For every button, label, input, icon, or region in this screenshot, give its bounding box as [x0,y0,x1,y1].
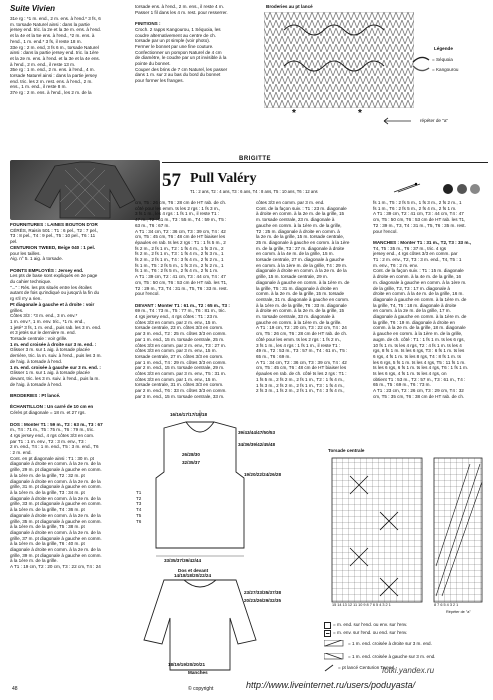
sequoia-label: = Séquoia [432,57,453,62]
col3-mid [256,200,368,394]
sequoia-stitch-icon [412,54,430,64]
text-line: devant, tric. les 3 m. suiv. à l'end., puis la m. [10,375,100,381]
text-line: ens., 1 m. end., il reste 8 m. [10,84,67,90]
kangourou-label: = Kangourou [432,67,459,72]
text-line: cm, T5 : 26 cm, T6 : 28 cm de HT rab. de ch. [256,331,348,337]
pattern-number: 57 [162,170,181,191]
text-line: Confectionner un pompon Naturel de 4 cm [135,49,222,55]
text-line: : 2 m. end. [10,450,32,456]
text-line: la grille, T6 : 19 m. diagonale à droite en [373,319,455,325]
text-line: par 1 m. end., T4 : 29 m. côtes 3/3 en comm. [135,359,227,365]
chart-title: Torsade centrale [328,448,365,453]
text-line: cm, T5 : 45 cm, T6 : 48 cm de HT biaiser les [256,365,347,371]
star-mark: * [292,108,296,119]
legend-label: Légende [434,46,453,51]
right-measure-1: 39/43/44/47/50/53 [238,430,276,435]
text-line: 1 fs 5 m., 2 fs 2 m., 2 fs 1 m., T2 : 1 fs 4 m., [256,376,345,382]
text-line: Cont. en pt diagonale ainsi : T1 : 30 m. pt [10,455,94,461]
text-line: pour l'encol. [373,228,398,234]
text-line: et la 4e et la 5e ens. à l'end., *2 m. ens. à [10,33,95,39]
text-line: torsade centrale, 31 m. côtes 3/3 en comm. [135,382,224,388]
text-line: diagonale à droite en comm. à la 2e m. de la [10,495,101,501]
text-line: 3 fs 1 m., les 4 rgs : 1 fs 1 m., il reste T1 : [135,211,220,217]
legend-text: = 1 m. end. croisée à gauche sur 3 m. end. [348,654,436,659]
text-line: côté pour les emm. ts les 2 rgs : 1 fs 3 m., [135,205,221,211]
text-line: à la 1ère m. de la grille, T4 : 36 m. pt [10,507,85,513]
chart-right-axis: 8 7 6 5 4 3 2 1 [434,603,459,607]
text-line: diagonale à droite en comm. à la 2e m. de la [10,512,101,518]
needles-icon [392,182,436,194]
text-line: à droite en comm. à la 2e m. de la grille, 15 [256,308,345,314]
page-number: 48 [12,686,18,692]
text-line: droite en comm. à la 4e m. de la grille, 16 m. [373,291,464,297]
text-line: 69 m., T4 : 73 m., T5 : 77 m., T6 : 81 m., tric. [135,308,226,314]
text-line: T3 : 8 pel., T4 : 9 pel., T5 : 10 pel., T6 : 11 [10,233,96,239]
text-line: 4 rgs jersey end., 4 rgs côtes 3/3 en com. [10,432,95,438]
text-line: 1 fs 3 m., 2 fs 2 m., 2 fs 1 m., T3 : 1 fs 4 m., [256,382,345,388]
text-line: et la 2e m. ens. à l'end. et la 3e et la 4e ens. [10,55,101,61]
text-line: 65 m., T5 : 69 m., T6 : 73 m. [373,382,431,388]
inner-measure-1: 26/28/30 [182,452,200,457]
text-line: CÉRÈS, Raisin 501 : T1 : 6 pel., T2 : 7 pel., [10,227,99,233]
manches-measure-b: 20/23/26/29/32/35 [244,598,282,603]
text-line: DOS : Monter T1 : 59 m., T2 : 63 m., T3 : 67 [10,421,103,427]
text-line: diagonale à droite en comm. à la 2e m. de la [10,478,101,484]
text-line: grille, 29 m. pt diagonale à gauche en comm. [10,467,102,473]
text-line: côtes 3/3 en comm. par 2 m. env., T3 : 27 m. [135,342,226,348]
text-line: Croch. 2 rapps Kangourou, 1 Séquoia, les [135,26,221,32]
text-line: 10 fs 1 m. ts les 4 rgs, T2 : 4 fs 1 m. ts les 4 [373,342,462,348]
manches-label: Manches [188,670,208,675]
yarn-balls-icon [442,182,482,196]
size-tag: T6 [136,518,142,524]
text-line: m. de la grille, T3 : 27 m. diagonale à droite [256,245,345,251]
text-line: grille, 37 m. pt diagonale à gauche en comm. [10,535,102,541]
text-line: pointe du bonnet. [135,61,171,67]
manches-bottom-measure: 18/19/19/20/20/21 [168,662,206,667]
text-line: Les pts de base sont expliqués en 2e page [10,273,98,279]
divider [162,162,488,163]
text-line: m. torsade centrale, 33 m. diagonale à [256,314,335,320]
empty-square-icon [324,622,331,629]
text-line: pour l'encol. [135,291,160,297]
text-line: de la grille, T2, T3 : 17 m. diagonale à [373,285,450,291]
text-line: cm, T5 : 45 cm, T6 : 48 cm de HT biaiser les [135,234,226,240]
text-line: m. torsade Naturel ainsi : dans la partie [10,21,90,27]
text-line: 1 m. end. croisée à gauche sur 3 m. end. : [10,364,101,370]
text-line: à la 1ère m. de la grille, T3 : 34 m. pt [10,489,85,495]
text-line: à la 1ère m. de la grille, T5 : 38 m. pt [10,524,85,530]
text-line: la grille, T5 : 31 m. diagonale à droite en [256,285,338,291]
size-list [136,490,141,524]
text-line: en comm. à la 2e m. de la grille, 17 m. [373,308,451,314]
designer-name: BRIGITTE [239,156,271,162]
text-line: 31e rg : *1 m. end., 2 m. ens. à l'end.* 3 fs, 6 [10,16,101,21]
text-line: la 2e m. de la grille, 15 m. torsade centrale, [256,234,345,240]
text-line: pel. [10,239,18,245]
text-line: A T1 : 39 cm, T2 : 41 cm, T3 : 44 cm, T4 : 47 [135,274,226,280]
text-line: 49 m., T2 : 53 m., T3 : 57 m., T4 : 61 m., T5 : [256,348,348,354]
text-line: A T1 : 19 cm, T2 : 20 cm, T3 : 22 cm, T4 : 24 [10,564,101,570]
text-line: 1 m. env.*, 1 m. env. tric., *1 m. end., [10,318,85,324]
text-line: centrale, 31 m. diagonale à gauche en comm. [256,296,350,302]
top-measure: 16/16/17/17/18/18 [170,412,208,417]
cross-left-icon [324,653,344,661]
text-line: 6 rgs, 4 fs 1 m. ts les 8 rgs, T4 : 8 fs 1 m. ts [373,353,461,359]
text-line: comm. à la 2e m. de la grille, 18 m. diagonale [373,325,466,331]
legend-text: = m. end. sur l'end. ou env. sur l'env. [333,622,408,627]
text-line: torsade Naturel ainsi : dans la partie jersey [10,73,98,79]
stitch-pattern [264,12,414,108]
size-tag: T2 [136,495,142,501]
text-line: 1 jeté* 3 fs, 1 m. end., puis rab. les 3 m. end. [10,324,102,330]
bottom-measure: 33/35/37/39/42/44 [164,558,202,563]
text-line: à droite en comm. à la 4e m. de la grille, 16 [373,274,462,280]
col1-mid [10,222,132,570]
text-line: grille, 15 m. torsade centrale, 29 m. [256,274,329,280]
text-line: coudre alternativement au centre de ch. [135,32,216,38]
text-line: fs 1 m., T5 : 2 fs 5 m., 1 fs 3 m., 2 fs 2 m., 1 [373,200,462,205]
text-line: torsade ens. à l'end., 2 m. ens., il reste 4 m. [135,4,224,9]
text-line: obtient T1 : 53 m., T2 : 57 m., T3 : 61 m., T4 : [373,376,466,382]
text-line: ts les 6 rgs, 6 fs 1 m. ts les 4 rgs, T6 : 1 fs 1 m. [373,365,469,371]
cross-right-icon [324,640,344,648]
text-line: en comm. à la 4e m. de la grille, 15 m. [256,251,334,257]
text-line: fs 1 m., T6 : 2 fs 5 m., 2 fs 4 m., 2 fs 1 m. [135,268,219,274]
text-line: m., T4 : 71 m., T5 : 75 m., T6 : 79 m., tric. [10,427,95,433]
text-line: torsade centrale, 23 m. côtes 3/3 en comm. [135,325,224,331]
text-line: 25 m. diagonale à gauche en comm. à la 1ère [256,239,350,245]
text-line: 2 fs 3 m., 1 fs 2 m., 2 fs 1 m., T4 : 3 fs 4 m., [256,388,345,394]
size-tag: T1 [136,490,142,495]
broderies-diagram [262,4,490,152]
text-line: ÉCHANTILLON : Un carré de 10 cm en [10,404,94,410]
text-line: cm, T5 : 50 cm, T6 : 53 cm de HT rab. les T1, [373,217,466,223]
text-line: cm, T5 : 26 cm, T6 : 28 cm de HT rab. de ch. [135,200,227,205]
repeat-label: Répéter de "a" [446,610,471,614]
text-line: côtes 3/3 en comm. par 1 m. env., 15 m. [135,376,217,382]
text-line: torsade par un pt simple (voir photo). [135,38,211,44]
broderies-title: Broderies au pt lancé [266,4,313,9]
text-line: fs 1 m., T6 : 2 fs 5 m., 2 fs 4 m., 2 fs 1 m. [373,205,457,211]
text-line: m. diagonale à gauche en comm. à la 1ère m. [373,279,467,285]
source-url: http://www.liveinternet.ru/users/poduyasta/ [246,680,416,690]
text-line: à droite en comm. à la 2e m. de la grille, 15 [256,211,345,217]
text-line: et 3 jetés sur le dernière m. end. [10,330,76,336]
text-line: cm, T5 : 50 cm, T6 : 53 cm de HT rab. les T1, [135,279,228,285]
text-line: Couper des brins de 7 cm Naturel, les passer [135,66,228,72]
arrow-icon [382,117,412,125]
text-line: diagonale à droite en comm. à la 2e m. de la [10,529,101,535]
text-line: T2 : 39 m., T3, T4 : 31 m., T5, T6 : 35 m. rest. [373,222,466,228]
text-line: diagonale à gauche en comm. à la 1ère m. de [373,314,467,320]
text-line: gauche en comm. à la 1ère m. de la grille. [256,319,342,325]
text-line: pour former les franges. [135,78,184,84]
text-line: diagonale à droite en comm. à la 2e m. de la [10,461,101,467]
text-line: Côtes 3/3 : *3 m. end., 3 m. env.* [10,313,78,319]
text-line: par T1 : 1 m. env., T2 : 3 m. env., T3 : [10,438,87,444]
text-line: grille, 35 m. pt diagonale à gauche en comm. [10,518,102,524]
repeat-label: répéter de "a" [420,118,449,123]
text-line: m. env., T6 : 2 m. env. [373,262,418,268]
kangourou-stitch-icon [412,64,430,74]
section-header: Suite Vivien [10,4,56,13]
text-line: côtes 3/3 en comm. par 2 m. env., 15 m. [135,319,217,325]
stitch-chart [324,448,490,618]
text-line: à la 1ère m. de la grille. [10,558,58,564]
inner-measure-2: 32/35/37 [182,460,200,465]
text-line: 65 m., T6 : 69 m. [256,353,291,359]
text-line: ts les 6 rgs, 4 fs 1 m. ts les 4 rgs, on [373,371,447,377]
text-line: A T1 : 23 cm, T2 : 26 cm, T3 : 29 cm, T4 : 32 [373,388,464,394]
text-line: en comm. à la 1ère m. de la grille, T4 : 29 m. [256,262,348,268]
text-line: A T1 : 39 cm, T2 : 41 cm, T3 : 44 cm, T4 : 47 [373,211,464,217]
text-line: grille, 33 m. pt diagonale à gauche en comm. [10,501,102,507]
text-line: autant de fois qu'indiqué ou jusqu'à la fin du [10,290,100,296]
text-line: la grille, T4, T5 : 18 m. diagonale à droite [373,302,457,308]
text-line: fs 1 m., T5 : 2 fs 5 m., 1 fs 3 m., 2 fs 2 m., 1 [135,262,224,268]
text-line: Aig. n° 5. 1 aig. à torsade. [10,256,63,262]
text-line: gauche en comm. à la 1ère m. de la grille, [256,222,342,228]
text-line: T4, T5 : 35 m., T6 : 37 m., tric. 4 rgs [373,245,447,251]
text-line: fs 2 m., 2 fs 1 m., T2 : 1 fs 4 m., 1 fs 3 m., 2 [135,245,224,251]
text-line: FINITIONS : [135,21,161,27]
text-line: par 2 m. end., T6 : 33 m. côtes 3/3 en comm. [135,388,227,394]
text-line: CENTURION TWEED, Beige 040 : 1 pel. [10,244,96,250]
text-line: T2 : 25 m. diagonale à droite en comm. à [256,228,340,234]
text-line: DEVANT : Monter T1 : 61 m., T2 : 65 m., T3 : [135,302,230,308]
col2-top [135,4,260,84]
text-line: pour les tailles. [10,250,41,256]
text-line: par 2 m. end., 15 m. torsade centrale, 29 m. [135,365,225,371]
text-line: épaules en rab. de ch. côté ts les 2 rgs : T1 : [256,371,347,377]
text-line: diagonale à droite en comm. à la 2e m. de la [10,547,101,553]
right-measure-2: 34/36/39/42/45/48 [238,442,276,447]
text-line: Torsade centrale : voir grille. [10,336,68,342]
text-line: 63 m., T6 : 67 m. [135,222,170,228]
text-line: Cont. de la façon suiv. : T1 : 23 m. diagonale [256,205,347,211]
text-line: côtes 3/3 en comm. par 3 m. env., 15 m. [135,348,217,354]
text-line: côtes 3/3 en comm. par 3 m. env., T5 : 31 m. [135,371,226,377]
text-line: Glisser 3 m. sur 1 aig. à torsade placée [10,347,90,353]
text-line: fs 2 m., 2 fs 1 m., T3 : 1 fs 4 m., 2 fs 3 m., 1 [135,251,224,257]
legend-text: = pt lancé Centurion Tweed [338,665,394,670]
text-line: cm, T5 : 35 cm, T6 : 38 cm de HT rab. de ch. [373,393,465,399]
text-line: 1 m. end croisée à droite sur 3 m. end. : [10,341,97,347]
text-line: à l'end., 2 m. end., il reste 13 m. [10,61,76,67]
tweed-stitch-icon [324,664,334,672]
text-line: ainsi : dans la partie jersey end. tric. la 1ère [10,50,99,56]
text-line: FOURNITURES : LAINES BOUTON D'OR [10,222,98,227]
text-line: Pt diagonale à gauche et à droite : voir [10,301,95,307]
text-line: m. torsade centrale, 23 m. diagonale à [256,217,335,223]
watermark: fotki.yandex.ru [382,666,435,675]
text-line: du cahier technique. [10,279,52,285]
size-tag: T4 [136,507,142,513]
text-line: rg s'il n'y a rien. [10,296,42,302]
text-line: 47 m., T2 : 51 m., T3 : 55 m., T4 : 59 m., T5 : [135,217,227,223]
size-tag: T5 [136,512,142,518]
text-line: 37e rg : 2 m. ens. à l'end., les 2 m. de la [10,90,92,96]
text-line: 3 fs 1 m., les 4 rgs : 1 fs 1 m., il reste T1 : [256,342,341,348]
col2-mid [135,200,253,400]
text-line: à la 1ère m. de la grille, T6 : 40 m. pt [10,541,85,547]
text-line: l'end., 1 m. end.* 3 fs, il reste 18 m. [10,38,82,44]
legend-text: = m. env. sur l'end. ou end. sur l'env. [333,630,408,635]
text-line: 4 rgs jersey end., 4 rgs côtes : T1 : 23 m. [135,314,219,320]
text-line: de l'aig. à torsade à l'end. [10,381,63,387]
pattern-title [162,170,484,198]
text-line: jersey end., 4 rgs côtes 3/3 en comm. par [373,251,458,257]
text-line: T1 : 2 m. env., T2, T3 : 3 m. end., T4, T5 : 1 [373,257,462,263]
text-line: diagonale à droite en comm. à la 2e m. de la [256,268,347,274]
text-line: 33e rg : 2 m. end, 3 fs 6 m., torsade Naturel [10,44,99,50]
dos-label: Dos et devant [178,568,209,573]
text-line: grilles. [10,307,24,313]
text-line: de diamètre, le coudre par un pt invisible à la [135,55,227,61]
text-line: POINTS EMPLOYÉS : Jersey end. [10,267,84,273]
text-line: torsade centrale, 27 m. diagonale à gauche [256,257,345,263]
text-line: par 3 m. end., T2 : 25 m. côtes 3/3 en comm. [135,331,227,337]
text-line: A T1 : 34 cm, T2 : 36 cm, T3 : 39 cm, T4 : 42 [135,228,226,234]
chart-grid [324,456,490,616]
sizes-line: T1 : 2 ans, T2 : 4 ans, T3 : 6 ans, T4 : 8 ans, T5 : 10 ans, T6 : 12 ans [190,189,318,194]
text-line: "..." : Rés. les pts situés entre les étoiles [10,284,92,290]
pattern-name: Pull Valéry [190,171,257,186]
text-line: à la 1ère m. de la grille, T6 : 33 m. diagonale [256,302,347,308]
size-tag: T3 [136,501,142,507]
col1-top [10,16,132,96]
text-line: end. tric. les 2 m. rest. ens. à l'end., 2 m. [10,78,93,84]
right-measure-3: 19/20/22/24/26/28 [244,472,282,477]
text-line: les 6 rgs, 5 fs 1 m. ts les 4 rgs, T5 : 11 fs 1 m. [373,359,466,365]
text-line: A T1 : 19 cm, T2 : 20 cm, T3 : 22 cm, T4 : 24 [256,325,347,331]
text-line: de l'aig. à torsade à l'end. [10,358,63,364]
text-line: diagonale à gauche en comm. à la 1ère m. de [373,296,467,302]
text-line: Fermer le bonnet par une fine couture. [135,43,214,49]
text-line: torsade centrale, 27 m. côtes 3/3 en comm. [135,353,224,359]
text-line: épaules en rab. ts les 2 rgs : T1 : 1 fs 5 m., 2 [135,239,226,245]
text-line: Glisser 1 m. sur 1 aig. à torsade placée [10,370,90,376]
garment-schematic [134,408,320,680]
text-line: derrière, tric. la m. suiv. à l'end., puis les 3 m. [10,353,102,359]
text-line: fs 2 m., 2 fs 1 m., T4 : 3 fs 4 m., 2 fs 2 m., 1 [135,257,224,263]
col4-mid [373,200,489,400]
text-line: 35e rg : 1 m. end., 2 m. ens. à l'end., 4 m. [10,67,95,73]
text-line: A T1 : 34 cm, T2 : 36 cm, T3 : 39 cm, T4 : 42 [256,359,347,365]
text-line: Passer 1 fil dans les 4 m. rest. pour resserrer. [135,9,228,15]
dash-square-icon [324,630,331,637]
text-line: dans 1 m. sur 2 au bas du bord du bonnet [135,72,221,78]
text-line: 2 m. end., T4 : 1 m. end., T5 : 3 m. end., T6 [10,444,99,450]
star-mark: * [358,108,362,119]
text-line: Cont. de la façon suiv. : T1 : 15 m. diagonale [373,268,464,274]
text-line: Cérès pt diagonale = 18 m. et 27 rgs. [10,410,86,416]
schematic-diagram [134,408,320,680]
chart-bottom-axis: 15 14 13 12 11 10 9 8 7 6 5 4 3 2 1 [332,603,391,607]
text-line: diagonale à gauche en comm. à la 1ère m. de [256,279,350,285]
copyright: © copyright [188,686,214,692]
text-line: à la 1ère m. de la grille, T2 : 32 m. pt [10,472,85,478]
text-line: BRODERIES : Pt lancé. [10,393,61,399]
manches-top-measure: 14/18/18/20/22/24 [174,573,212,578]
text-line: par 3 m. end., 15 m. torsade centrale, 33 m. [135,393,225,399]
text-line: T2 : 29 m., T3, T4 : 31 m., T5, T6 : 33 m. rest. [135,285,228,291]
text-line: augm. de ch. côté : T1 : 1 fs 1 m. ts les 6 rgs, [373,336,465,342]
text-line: grille, 31 m. pt diagonale à gauche en comm. [10,484,102,490]
text-line: rgs, 8 fs 1 m. ts les 6 rgs, T3 : 6 fs 1 m. ts les [373,348,465,354]
text-line: à gauche en comm. à la 1ère m. de la grille, [373,331,463,337]
text-line: côtes 3/3 en comm. par 3 m. end. [256,200,325,205]
text-line: jersey end. tric. la 2e et la 3e m. ens. à l'end. [10,27,102,33]
text-line: comm. à la 2e m. de la grille, 15 m. torsade [256,291,345,297]
text-line: par 1 m. end., 15 m. torsade centrale, 25 m. [135,336,225,342]
manches-measure-a: 23/27/33/35/37/38 [244,590,282,595]
text-line: grille, 39 m. pt diagonale à gauche en comm. [10,552,102,558]
text-line: MANCHES : Monter T1 : 31 m., T2, T3 : 33 m., [373,239,472,245]
text-line: côté pour les emm. ts les 2 rgs : 1 fs 2 m., [256,336,342,342]
legend-text: = 1 m. end. croisée à droite sur 3 m. end. [348,641,432,646]
